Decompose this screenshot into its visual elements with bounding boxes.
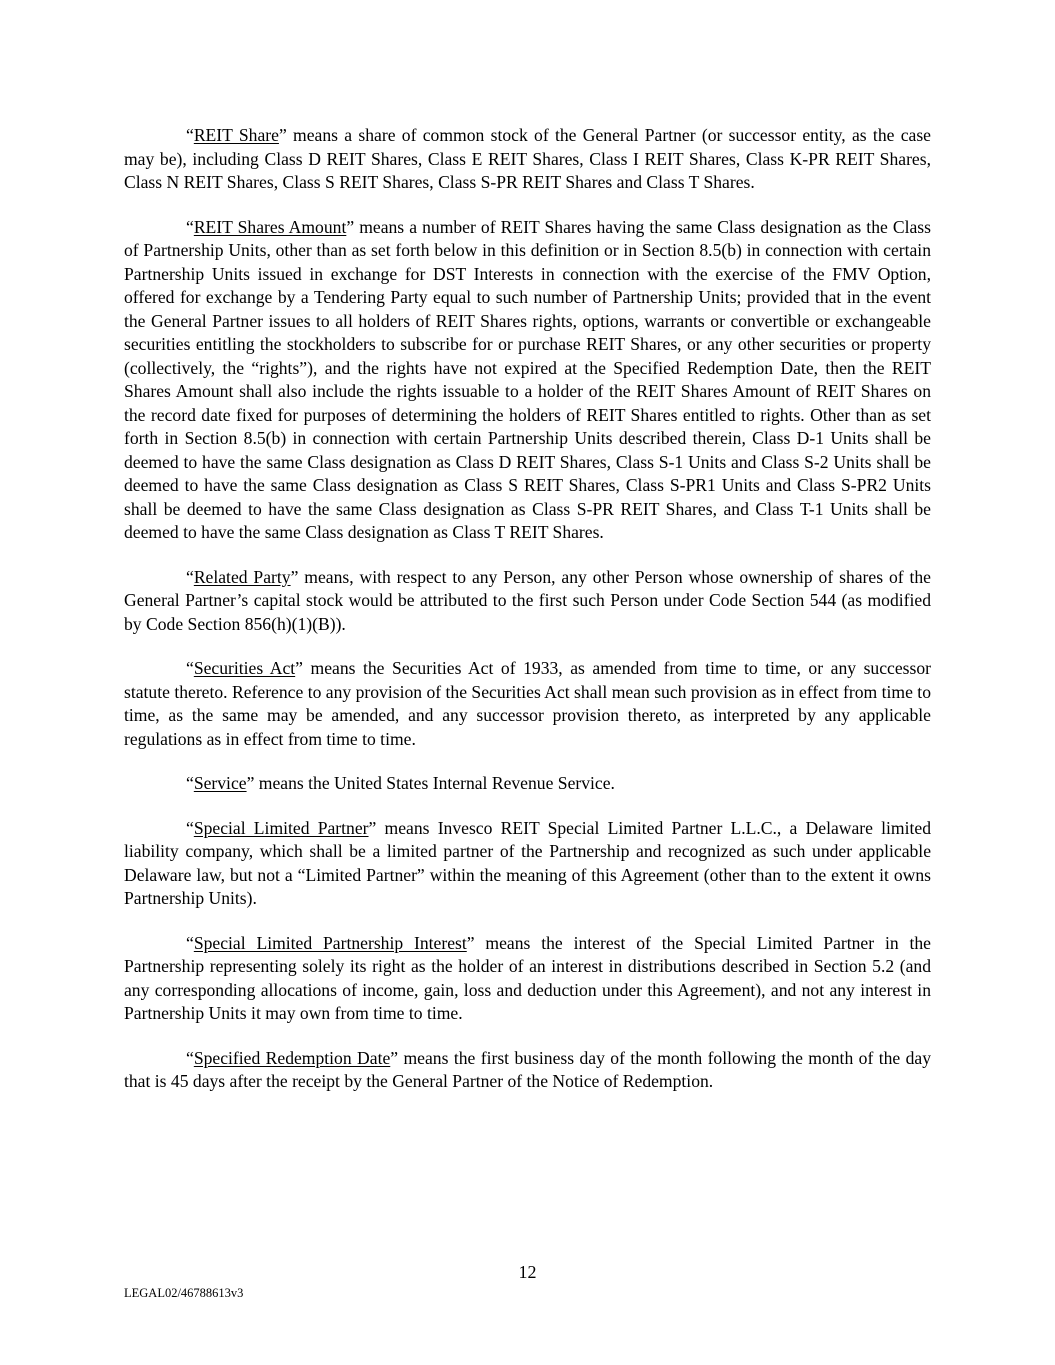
definition-special-limited-partner: “Special Limited Partner” means Invesco REIT Special Limited Partner L.L.C., a Delaware limited liability company, which shall be a limited partner of the Partnership and recognized as such under applicable Delaware law, but not a “Limited Partner” within the meaning of this Agreement (other than to the extent it owns Partnership Units). [124, 817, 932, 908]
page-number: 12 [518, 1262, 537, 1282]
definition-text: ” means a number of REIT Shares having the same Class designation as the Class of Partnership Units, other than as set forth below in this definition or in Section 8.5(b) in connection with certain Partnership Units issued in exchange for DST Interests in connection with the exercise of the FMV Option, offered for exchange by a Tendering Party equal to such number of Partnership Units; provided that in the event the General Partner issues to all holders of REIT Shares rights, options, warrants or convertible or exchangeable securities entitling the stockholders to subscribe for or purchase REIT Shares, or any other securities or property (collectively, the “rights”), and the rights have not expired at the Specified Redemption Date, then the REIT Shares Amount shall also include the rights issuable to a holder of the REIT Shares Amount of REIT Shares on the record date fixed for purposes of determining the holders of REIT Shares entitled to rights. Other than as set forth in Section 8.5(b) in connection with certain Partnership Units described therein, Class D-1 Units shall be deemed to have the same Class designation as Class D REIT Shares, Class S-1 Units and Class S-2 Units shall be deemed to have the same Class designation as Class S REIT Shares, Class S-PR1 Units and Class S-PR2 Units shall be deemed to have the same Class designation as Class S-PR REIT Shares, and Class T-1 Units shall be deemed to have the same Class designation as Class T REIT Shares. [124, 216, 931, 542]
document-body [124, 124, 931, 1115]
defined-term: REIT Share [193, 125, 279, 145]
definition-special-limited-partnership-interest: “Special Limited Partnership Interest” means the interest of the Special Limited Partner in the Partnership representing solely its right as the holder of an interest in distributions described in Section 5.2 (and any corresponding allocations of income, gain, loss and deduction under this Agreement), and not any interest in Partnership Units it may own from time to time. [124, 932, 931, 1023]
definition-securities-act: “Securities Act” means the Securities Act of 1933, as amended from time to time, or any successor statute thereto. Reference to any provision of the Securities Act shall mean such provision as in effect from time to time, as the same may be amended, and any successor provision thereto, as interpreted by any applicable regulations as in effect from time to time. [124, 658, 931, 749]
definition-text: ” means the interest of the Special Limited Partner in the Partnership representing solely its right as the holder of an interest in distributions described in Section 5.2 (and any corresponding allocations of income, gain, loss and deduction under this Agreement), and not any interest in Partnership Units it may own from time to time. [124, 932, 931, 1023]
document-id: LEGAL02/46788613v3 [124, 1286, 244, 1300]
definition-reit-shares-amount: “REIT Shares Amount” means a number of REIT Shares having the same Class designation as the Class of Partnership Units, other than as set forth below in this definition or in Section 8.5(b) in connection with certain Partnership Units issued in exchange for DST Interests in connection with the exercise of the FMV Option, offered for exchange by a Tendering Party equal to such number of Partnership Units; provided that in the event the General Partner issues to all holders of REIT Shares rights, options, warrants or convertible or exchangeable securities entitling the stockholders to subscribe for or purchase REIT Shares, or any other securities or property (collectively, the “rights”), and the rights have not expired at the Specified Redemption Date, then the REIT Shares Amount shall also include the rights issuable to a holder of the REIT Shares Amount of REIT Shares on the record date fixed for purposes of determining the holders of REIT Shares entitled to rights. Other than as set forth in Section 8.5(b) in connection with certain Partnership Units described therein, Class D-1 Units shall be deemed to have the same Class designation as Class D REIT Shares, Class S-1 Units and Class S-2 Units shall be deemed to have the same Class designation as Class S REIT Shares, Class S-PR1 Units and Class S-PR2 Units shall be deemed to have the same Class designation as Class S-PR REIT Shares, and Class T-1 Units shall be deemed to have the same Class designation as Class T REIT Shares. [124, 216, 931, 542]
definition-text: ” means a share of common stock of the General Partner (or successor entity, as the case may be), including Class D REIT Shares, Class E REIT Shares, Class I REIT Shares, Class K-PR REIT Shares, Class N REIT Shares, Class S REIT Shares, Class S-PR REIT Shares and Class T Shares. [124, 125, 931, 192]
defined-term: Securities Act [193, 658, 296, 678]
definition-text: ” means the first business day of the month following the month of the day that is 45 days after the receipt by the General Partner of the Notice of Redemption. [124, 1047, 931, 1091]
definition-service: “Service” means the United States Internal Revenue Service. [186, 773, 615, 793]
definition-text: ” means, with respect to any Person, any other Person whose ownership of shares of the General Partner’s capital stock would be attributed to the first such Person under Code Section 544 (as modified by Code Section 856(h)(1)(B)). [124, 566, 931, 634]
defined-term: Special Limited Partnership Interest [193, 932, 467, 953]
definition-text: ” means Invesco REIT Special Limited Partner L.L.C., a Delaware limited liability company, which shall be a limited partner of the Partnership and recognized as such under applicable Delaware law, but not a “Limited Partner” within the meaning of this Agreement (other than to the extent it owns Partnership Units). [124, 817, 932, 908]
definition-text: ” means the United States Internal Revenue Service. [246, 773, 615, 793]
defined-term: Special Limited Partner [193, 817, 369, 838]
definition-reit-share: “REIT Share” means a share of common stock of the General Partner (or successor entity, as the case may be), including Class D REIT Shares, Class E REIT Shares, Class I REIT Shares, Class K-PR REIT Shares, Class N REIT Shares, Class S REIT Shares, Class S-PR REIT Shares and Class T Shares. [124, 125, 931, 192]
definition-specified-redemption-date: “Specified Redemption Date” means the first business day of the month following the month of the day that is 45 days after the receipt by the General Partner of the Notice of Redemption. [124, 1047, 931, 1091]
defined-term: Related Party [193, 566, 291, 587]
definition-text: ” means the Securities Act of 1933, as amended from time to time, or any successor statute thereto. Reference to any provision of the Securities Act shall mean such provision as in effect from time to time, as the same may be amended, and any successor provision thereto, as interpreted by any applicable regulations as in effect from time to time. [124, 658, 931, 749]
definition-related-party: “Related Party” means, with respect to any Person, any other Person whose ownership of shares of the General Partner’s capital stock would be attributed to the first such Person under Code Section 544 (as modified by Code Section 856(h)(1)(B)). [124, 566, 931, 634]
defined-term: Specified Redemption Date [193, 1047, 391, 1068]
defined-term: REIT Shares Amount [193, 216, 347, 237]
defined-term: Service [193, 773, 247, 793]
